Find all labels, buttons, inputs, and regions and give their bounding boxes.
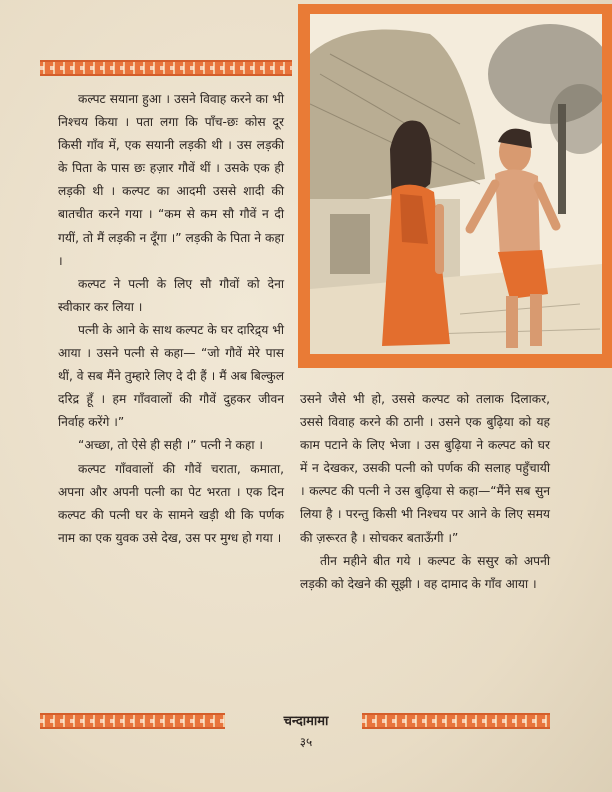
paragraph: कल्पट ने पत्नी के लिए सौ गौवों को देना स्वीकार कर लिया । bbox=[58, 276, 284, 314]
paragraph: “अच्छा, तो ऐसे ही सही ।” पत्नी ने कहा । bbox=[78, 438, 264, 453]
top-decorative-border bbox=[40, 60, 292, 76]
paragraph: उसने जैसे भी हो, उससे कल्पट को तलाक दिलाकर, उससे विवाह करने की ठानी । उसने एक बुढ़िया को यह काम पटाने के लिए भेजा । उस बुढ़िया ने कल्पट को घर में न देखकर, उसकी पत्नी को पर्णक की सलाह पहुँचायी । कल्पट की पत्नी ने उस बुढ़िया से कहा—“मैंने सब सुन लिया है । परन्तु किसी भी निश्चय पर आने के लिए समय की ज़रूरत है । सोचकर बताऊँगी ।” bbox=[300, 392, 550, 545]
paragraph: कल्पट गाँववालों की गौवें चराता, कमाता, अपना और अपनी पत्नी का पेट भरता । एक दिन कल्पट की पत्नी घर के सामने खड़ी थी कि पर्णक नाम का एक युवक उसे देख, उस पर मुग्ध हो गया । bbox=[58, 461, 284, 545]
magazine-name: चन्दामामा bbox=[283, 714, 329, 729]
illustration-drawing bbox=[310, 14, 602, 354]
story-illustration bbox=[298, 4, 612, 368]
paragraph: कल्पट सयाना हुआ । उसने विवाह करने का भी निश्चय किया । पता लगा कि पाँच-छः कोस दूर किसी गाँव में, एक सयानी लड़की थी । उस लड़की के पिता के पास छः हज़ार गौवें थीं । उसके एक ही लड़की थी । कल्पट का आदमी उससे शादी की बातचीत करने गया । “कम से कम सौ गौवें न दी गयीं, तो मैं लड़की न दूँगा ।” लड़की के पिता ने कहा । bbox=[58, 92, 284, 268]
paragraph: पत्नी के आने के साथ कल्पट के घर दारिद्र्य भी आया । उसने पत्नी से कहा— “जो गौवें मेरे पास थीं, वे सब मैंने तुम्हारे लिए दे दी हैं । मैं अब बिल्कुल दरिद्र हूँ । हम गाँववालों की गौवें दुहकर जीवन निर्वाह करेंगे ।” bbox=[58, 322, 284, 430]
right-text-column bbox=[300, 388, 550, 596]
paragraph: तीन महीने बीत गये । कल्पट के ससुर को अपनी लड़की को देखने की सूझी । वह दामाद के गाँव आया । bbox=[300, 553, 550, 591]
page-number: ३५ bbox=[299, 735, 313, 749]
left-text-column bbox=[58, 88, 284, 550]
